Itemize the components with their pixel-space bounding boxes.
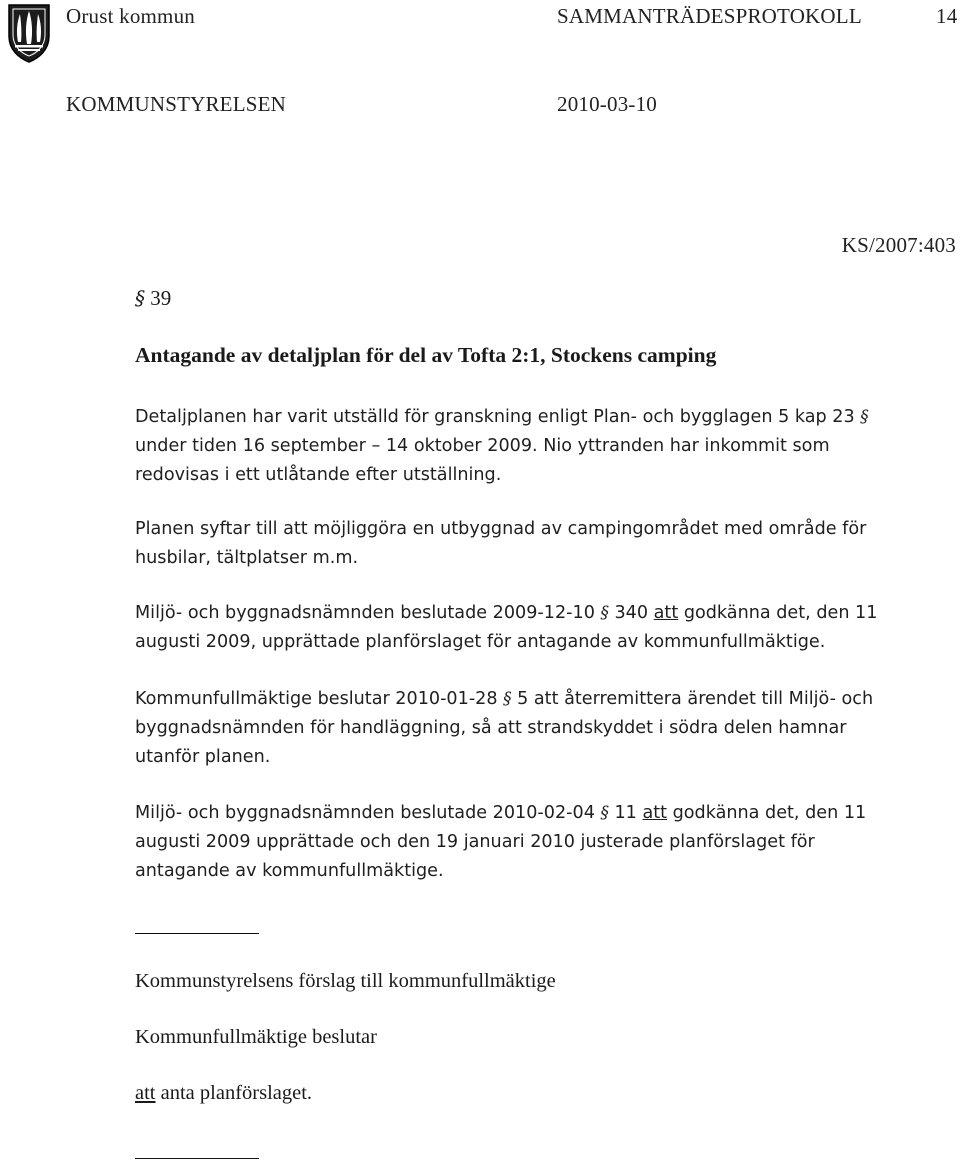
paragraph-5-line-3: antagande av kommunfullmäktige. bbox=[135, 861, 444, 881]
paragraph-1 bbox=[135, 402, 955, 490]
coat-of-arms-icon bbox=[6, 2, 52, 64]
municipality-name: Orust kommun bbox=[66, 4, 195, 28]
section-number-value: 39 bbox=[150, 286, 172, 310]
end-divider bbox=[135, 1158, 259, 1159]
paragraph-3-line-1: Miljö- och byggnadsnämnden beslutade 2009-12-10 § 340 att godkänna det, den 11 bbox=[135, 602, 878, 623]
paragraph-2-line-1: Planen syftar till att möjliggöra en utbyggnad av campingområdet med område för bbox=[135, 519, 867, 539]
paragraph-1-line-1: Detaljplanen har varit utställd för granskning enligt Plan- och bygglagen 5 kap 23 § bbox=[135, 406, 869, 427]
page-number: 14 bbox=[936, 4, 958, 28]
page-title: Antagande av detaljplan för del av Tofta 2:1, Stockens camping bbox=[135, 343, 717, 367]
paragraph-3-line-2: augusti 2009, upprättade planförslaget för antagande av kommunfullmäktige. bbox=[135, 632, 826, 652]
paragraph-symbol: § bbox=[135, 286, 145, 310]
paragraph-4-line-1: Kommunfullmäktige beslutar 2010-01-28 § 5 att återremittera ärendet till Miljö- och bbox=[135, 688, 874, 709]
paragraph-1-line-3: redovisas i ett utlåtande efter utställning. bbox=[135, 465, 502, 485]
paragraph-5 bbox=[135, 798, 955, 886]
paragraph-4-line-2: byggnadsnämnden för handläggning, så att strandskyddet i södra delen hamnar bbox=[135, 718, 847, 738]
paragraph-5-line-1: Miljö- och byggnadsnämnden beslutade 2010-02-04 § 11 att godkänna det, den 11 bbox=[135, 802, 867, 823]
paragraph-4-line-3: utanför planen. bbox=[135, 747, 271, 767]
paragraph-4 bbox=[135, 684, 955, 772]
decision-heading: Kommunfullmäktige beslutar bbox=[135, 1026, 377, 1048]
decision-text: att anta planförslaget. bbox=[135, 1082, 313, 1104]
paragraph-5-line-2: augusti 2009 upprättade och den 19 januari 2010 justerade planförslaget för bbox=[135, 832, 815, 852]
protocol-title: SAMMANTRÄDESPROTOKOLL bbox=[557, 4, 862, 28]
paragraph-2 bbox=[135, 515, 955, 573]
case-number: KS/2007:403 bbox=[841, 233, 956, 257]
section-number bbox=[135, 286, 171, 311]
proposal-heading: Kommunstyrelsens förslag till kommunfullmäktige bbox=[135, 970, 556, 992]
paragraph-1-line-2: under tiden 16 september – 14 oktober 2009. Nio yttranden har inkommit som bbox=[135, 436, 830, 456]
paragraph-2-line-2: husbilar, tältplatser m.m. bbox=[135, 548, 359, 568]
section-divider bbox=[135, 933, 259, 934]
board-name: KOMMUNSTYRELSEN bbox=[66, 92, 287, 116]
meeting-date: 2010-03-10 bbox=[557, 92, 657, 116]
paragraph-3 bbox=[135, 598, 955, 657]
